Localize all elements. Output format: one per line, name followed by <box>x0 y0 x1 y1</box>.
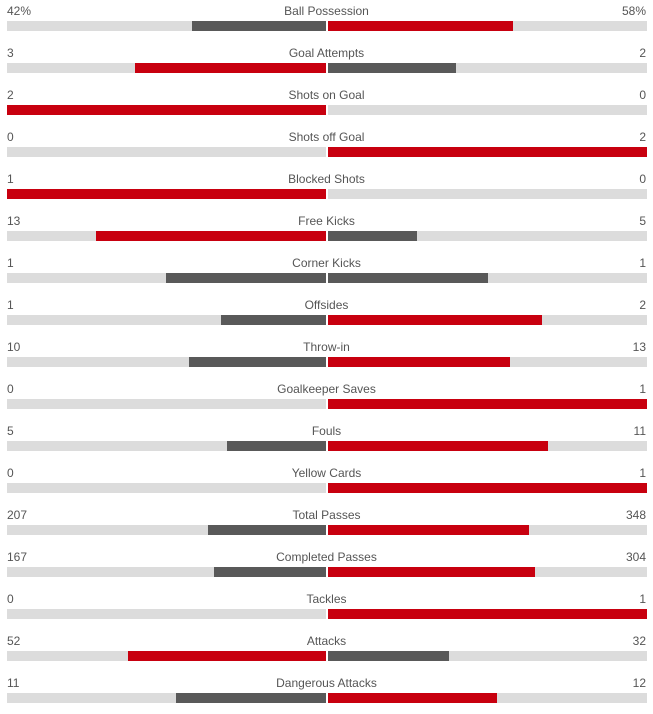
away-bar-track <box>328 315 647 325</box>
away-bar-fill <box>328 609 647 619</box>
stat-bar <box>7 609 647 619</box>
stat-labels <box>7 256 646 270</box>
stat-labels <box>7 4 646 18</box>
stat-name: Total Passes <box>292 508 361 522</box>
stat-labels <box>7 172 646 186</box>
away-value: 2 <box>639 298 646 312</box>
stat-name: Throw-in <box>303 340 350 354</box>
stat-name: Completed Passes <box>276 550 377 564</box>
stat-row <box>0 378 653 420</box>
stat-labels <box>7 340 646 354</box>
stat-labels <box>7 130 646 144</box>
home-bar-fill <box>221 315 326 325</box>
stat-name: Shots off Goal <box>288 130 365 144</box>
away-bar-fill <box>328 651 449 661</box>
away-bar-fill <box>328 273 488 283</box>
away-bar-fill <box>328 315 542 325</box>
home-bar-fill <box>192 21 326 31</box>
home-bar-track <box>7 21 326 31</box>
home-value: 1 <box>7 298 14 312</box>
away-value: 13 <box>632 340 646 354</box>
stat-name: Free Kicks <box>298 214 355 228</box>
stat-name: Shots on Goal <box>288 88 365 102</box>
home-bar-fill <box>135 63 326 73</box>
away-value: 58% <box>621 4 646 18</box>
stat-row <box>0 588 653 630</box>
away-value: 32 <box>632 634 646 648</box>
home-bar-track <box>7 315 326 325</box>
home-value: 0 <box>7 466 14 480</box>
home-bar-fill <box>176 693 326 703</box>
home-value: 42% <box>7 4 32 18</box>
home-bar-track <box>7 63 326 73</box>
away-bar-track <box>328 567 647 577</box>
stat-labels <box>7 508 646 522</box>
stat-bar <box>7 651 647 661</box>
home-bar-fill <box>96 231 326 241</box>
stat-name: Offsides <box>304 298 349 312</box>
stat-name: Attacks <box>306 634 347 648</box>
home-bar-fill <box>7 189 326 199</box>
away-value: 1 <box>639 592 646 606</box>
stat-labels <box>7 382 646 396</box>
stat-name: Blocked Shots <box>288 172 365 186</box>
home-value: 0 <box>7 382 14 396</box>
home-bar-track <box>7 357 326 367</box>
away-bar-fill <box>328 231 417 241</box>
stat-bar <box>7 21 647 31</box>
home-value: 167 <box>7 550 28 564</box>
away-value: 2 <box>639 46 646 60</box>
away-value: 11 <box>633 424 646 438</box>
stat-bar <box>7 441 647 451</box>
away-value: 0 <box>639 88 646 102</box>
stat-bar <box>7 147 647 157</box>
stat-name: Fouls <box>311 424 342 438</box>
home-bar-fill <box>214 567 326 577</box>
stat-row <box>0 630 653 672</box>
stat-bar <box>7 63 647 73</box>
stat-name: Corner Kicks <box>292 256 361 270</box>
home-bar-track <box>7 651 326 661</box>
stat-row <box>0 336 653 378</box>
home-bar-track <box>7 483 326 493</box>
away-bar-fill <box>328 525 529 535</box>
home-bar-fill <box>208 525 326 535</box>
stat-labels <box>7 634 646 648</box>
home-bar-track <box>7 231 326 241</box>
home-bar-track <box>7 441 326 451</box>
home-value: 52 <box>7 634 21 648</box>
stat-bar <box>7 357 647 367</box>
home-value: 2 <box>7 88 14 102</box>
home-bar-track <box>7 189 326 199</box>
stat-bar <box>7 189 647 199</box>
stat-name: Tackles <box>306 592 347 606</box>
away-value: 12 <box>632 676 646 690</box>
away-value: 304 <box>625 550 646 564</box>
away-bar-track <box>328 483 647 493</box>
stat-row <box>0 462 653 504</box>
stat-labels <box>7 298 646 312</box>
away-bar-fill <box>328 441 548 451</box>
away-bar-track <box>328 651 647 661</box>
stat-labels <box>7 466 646 480</box>
away-bar-track <box>328 693 647 703</box>
stat-bar <box>7 231 647 241</box>
away-bar-track <box>328 189 647 199</box>
home-bar-track <box>7 609 326 619</box>
away-value: 0 <box>639 172 646 186</box>
stat-row <box>0 504 653 546</box>
away-bar-track <box>328 441 647 451</box>
home-value: 11 <box>7 676 20 690</box>
stat-name: Dangerous Attacks <box>276 676 377 690</box>
away-value: 1 <box>639 256 646 270</box>
home-bar-fill <box>128 651 326 661</box>
home-value: 1 <box>7 172 14 186</box>
home-bar-track <box>7 147 326 157</box>
stat-bar <box>7 693 647 703</box>
stat-name: Yellow Cards <box>291 466 362 480</box>
stat-bar <box>7 105 647 115</box>
away-bar-track <box>328 105 647 115</box>
away-bar-fill <box>328 693 497 703</box>
stat-labels <box>7 550 646 564</box>
away-bar-track <box>328 21 647 31</box>
stat-row <box>0 672 653 714</box>
away-value: 5 <box>639 214 646 228</box>
away-bar-fill <box>328 399 647 409</box>
away-bar-track <box>328 147 647 157</box>
stat-labels <box>7 46 646 60</box>
away-bar-track <box>328 273 647 283</box>
home-value: 3 <box>7 46 14 60</box>
stat-row <box>0 0 653 42</box>
away-bar-track <box>328 609 647 619</box>
stat-row <box>0 294 653 336</box>
home-bar-fill <box>227 441 326 451</box>
stat-labels <box>7 592 646 606</box>
home-value: 10 <box>7 340 21 354</box>
stat-bar <box>7 399 647 409</box>
away-bar-track <box>328 357 647 367</box>
away-value: 348 <box>625 508 646 522</box>
home-bar-track <box>7 567 326 577</box>
away-bar-fill <box>328 21 513 31</box>
away-value: 2 <box>639 130 646 144</box>
stat-row <box>0 252 653 294</box>
stat-row <box>0 168 653 210</box>
away-bar-fill <box>328 357 510 367</box>
home-value: 5 <box>7 424 14 438</box>
home-value: 13 <box>7 214 21 228</box>
stat-row <box>0 546 653 588</box>
home-value: 0 <box>7 130 14 144</box>
away-bar-fill <box>328 483 647 493</box>
home-value: 1 <box>7 256 14 270</box>
away-bar-fill <box>328 147 647 157</box>
away-bar-track <box>328 63 647 73</box>
stat-row <box>0 420 653 462</box>
away-value: 1 <box>639 466 646 480</box>
stat-name: Goalkeeper Saves <box>277 382 376 396</box>
stat-row <box>0 126 653 168</box>
away-bar-fill <box>328 63 456 73</box>
home-bar-fill <box>189 357 326 367</box>
stat-bar <box>7 567 647 577</box>
away-bar-fill <box>328 567 535 577</box>
stat-labels <box>7 88 646 102</box>
stat-row <box>0 84 653 126</box>
stat-name: Goal Attempts <box>288 46 365 60</box>
home-bar-track <box>7 399 326 409</box>
stat-labels <box>7 676 646 690</box>
home-bar-track <box>7 105 326 115</box>
stat-bar <box>7 483 647 493</box>
home-bar-track <box>7 693 326 703</box>
home-bar-track <box>7 525 326 535</box>
stat-labels <box>7 214 646 228</box>
home-bar-track <box>7 273 326 283</box>
stat-bar <box>7 525 647 535</box>
away-bar-track <box>328 399 647 409</box>
away-value: 1 <box>639 382 646 396</box>
home-value: 207 <box>7 508 28 522</box>
away-bar-track <box>328 231 647 241</box>
home-bar-fill <box>7 105 326 115</box>
stat-row <box>0 210 653 252</box>
home-value: 0 <box>7 592 14 606</box>
home-bar-fill <box>166 273 326 283</box>
stat-row <box>0 42 653 84</box>
stat-bar <box>7 315 647 325</box>
stat-labels <box>7 424 646 438</box>
stat-name: Ball Possession <box>284 4 369 18</box>
away-bar-track <box>328 525 647 535</box>
stat-bar <box>7 273 647 283</box>
